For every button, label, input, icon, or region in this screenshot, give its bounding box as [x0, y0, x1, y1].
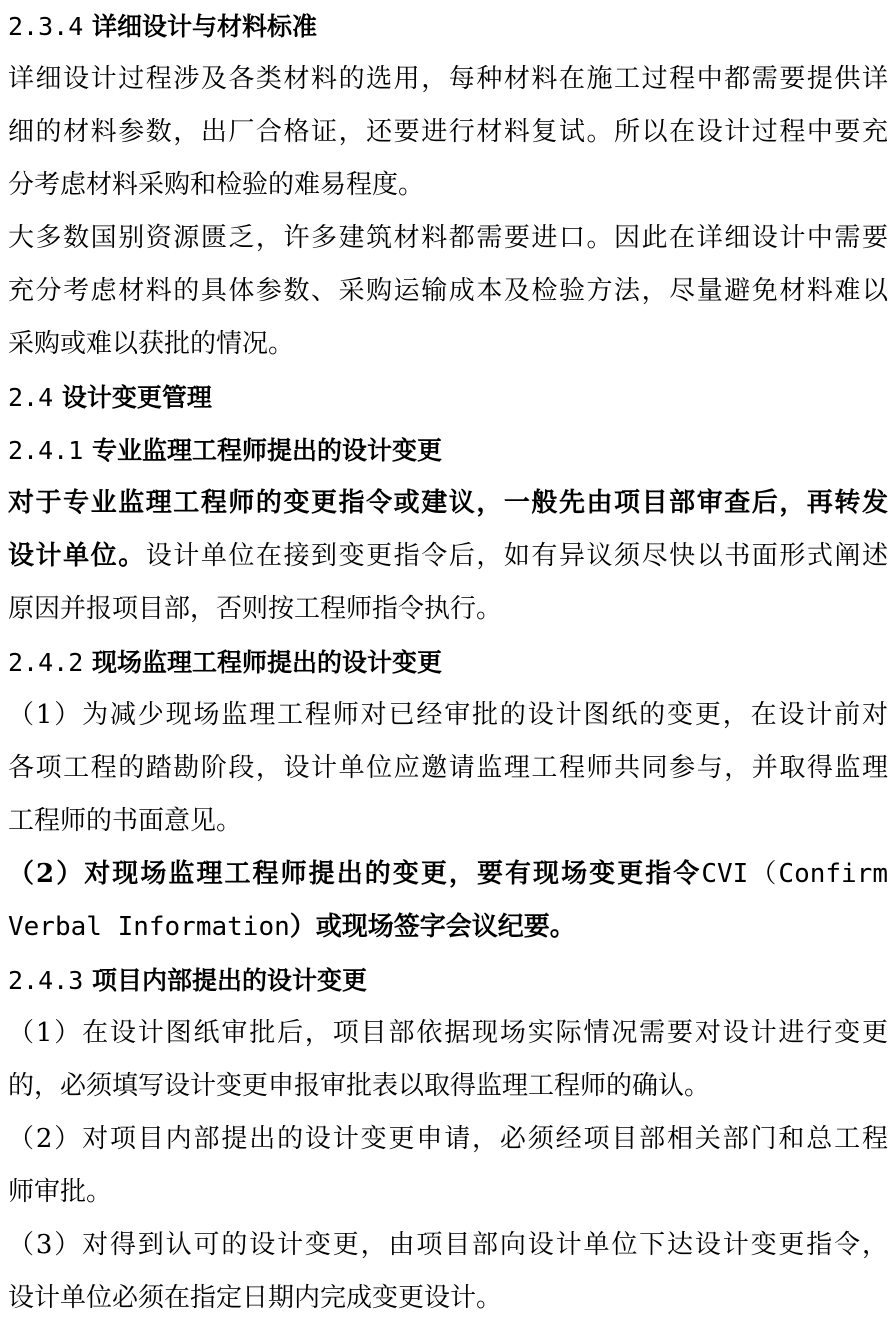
latin-segment: Verbal Information	[8, 912, 290, 942]
heading-2-4-2	[8, 636, 888, 689]
list-item-line: 各项工程的踏勘阶段，设计单位应邀请监理工程师共同参与，并取得监理	[8, 753, 888, 783]
paragraph-line: 细的材料参数，出厂合格证，还要进行材料复试。所以在设计过程中要充	[8, 117, 888, 147]
list-item-line-bold	[8, 901, 888, 954]
list-item-line: （2）对项目内部提出的设计变更申请，必须经项目部相关部门和总工程	[8, 1124, 888, 1154]
paragraph-line: 原因并报项目部，否则按工程师指令执行。	[8, 594, 503, 624]
bold-segment: 设计单位。	[8, 541, 146, 571]
list-item-line: （3）对得到认可的设计变更，由项目部向设计单位下达设计变更指令，	[8, 1230, 888, 1260]
paragraph-line-mixed	[8, 530, 888, 583]
list-item-line: 工程师的书面意见。	[8, 806, 243, 836]
heading-title: 项目内部提出的设计变更	[91, 966, 367, 995]
paragraph-line-bold: 对于专业监理工程师的变更指令或建议，一般先由项目部审查后，再转发	[8, 488, 888, 518]
heading-2-3-4	[8, 0, 888, 53]
heading-2-4	[8, 371, 888, 424]
heading-2-4-3	[8, 954, 888, 1007]
heading-number: 2.4.1	[8, 436, 84, 465]
list-item-line: 师审批。	[8, 1177, 113, 1207]
heading-title: 设计变更管理	[61, 383, 212, 412]
heading-number: 2.4.2	[8, 648, 84, 677]
heading-number: 2.4.3	[8, 966, 84, 995]
normal-segment: 设计单位在接到变更指令后，如有异议须尽快以书面形式阐述	[145, 541, 888, 571]
latin-segment: CVI（Confirm	[701, 859, 888, 889]
document-page	[8, 0, 888, 1325]
paragraph-line: 充分考虑材料的具体参数、采购运输成本及检验方法，尽量避免材料难以	[8, 276, 888, 306]
heading-title: 现场监理工程师提出的设计变更	[91, 648, 442, 677]
list-item-line-bold	[8, 848, 888, 901]
heading-number: 2.4	[8, 383, 54, 412]
heading-2-4-1	[8, 424, 888, 477]
list-item-line: 设计单位必须在指定日期内完成变更设计。	[8, 1283, 503, 1313]
list-item-line: （1）在设计图纸审批后，项目部依据现场实际情况需要对设计进行变更	[8, 1018, 888, 1048]
bold-segment: ）或现场签字会议纪要。	[289, 912, 576, 942]
list-item-line: （1）为减少现场监理工程师对已经审批的设计图纸的变更，在设计前对	[8, 700, 888, 730]
paragraph-line: 详细设计过程涉及各类材料的选用，每种材料在施工过程中都需要提供详	[8, 64, 888, 94]
heading-title: 详细设计与材料标准	[91, 12, 317, 41]
paragraph-line: 大多数国别资源匮乏，许多建筑材料都需要进口。因此在详细设计中需要	[8, 223, 888, 253]
list-item-line: 的，必须填写设计变更申报审批表以取得监理工程师的确认。	[8, 1071, 711, 1101]
heading-number: 2.3.4	[8, 12, 84, 41]
paragraph-line: 分考虑材料采购和检验的难易程度。	[8, 170, 425, 200]
paragraph-line: 采购或难以获批的情况。	[8, 329, 295, 359]
bold-segment: （2）对现场监理工程师提出的变更，要有现场变更指令	[8, 859, 702, 889]
heading-title: 专业监理工程师提出的设计变更	[91, 436, 442, 465]
